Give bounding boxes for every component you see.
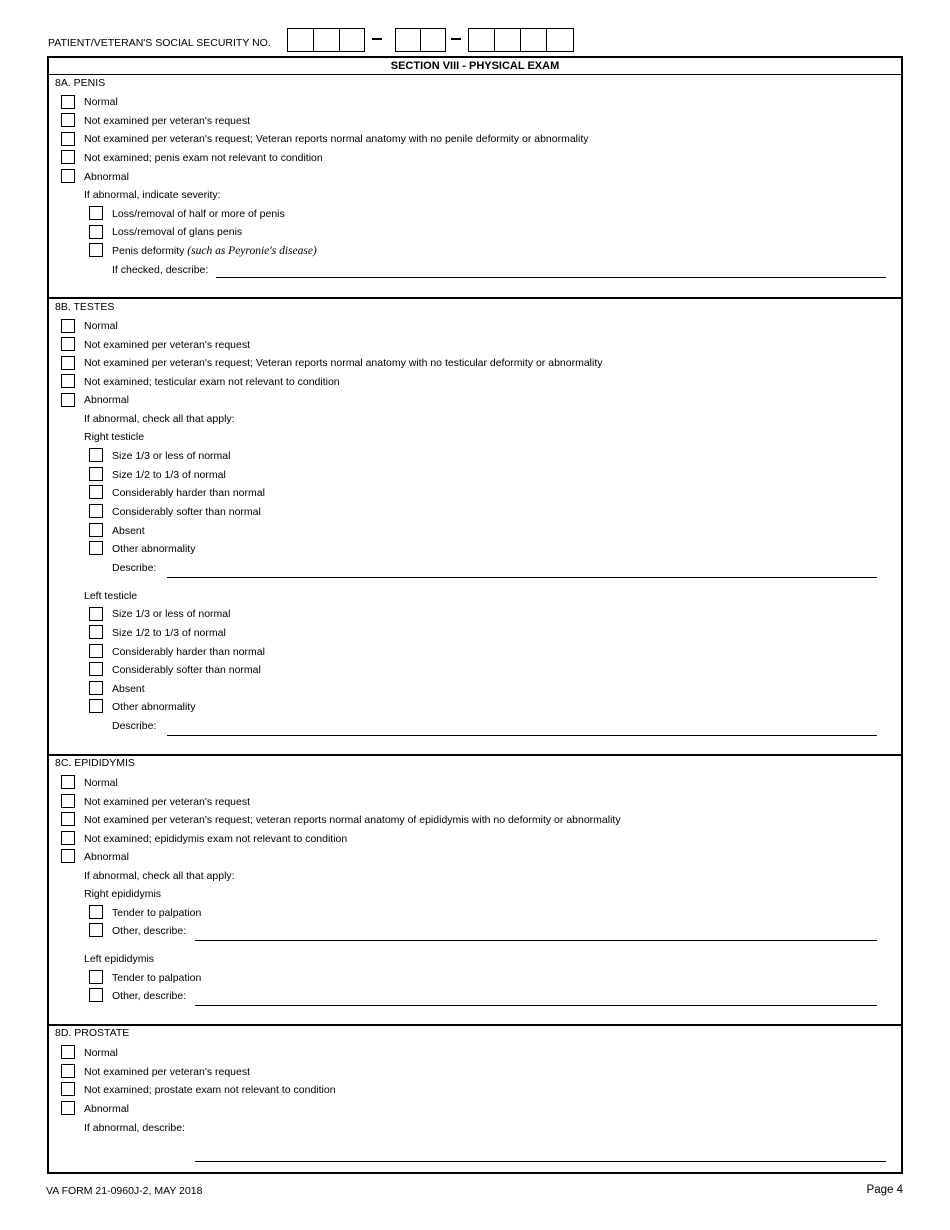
prostate-option-label: Normal xyxy=(84,1047,118,1059)
penis-loss-half-checkbox[interactable] xyxy=(89,206,103,220)
right-epididymis-tender-label: Tender to palpation xyxy=(112,907,202,919)
right-testicle-option-label: Size 1/3 or less of normal xyxy=(112,450,231,462)
penis-severity-label: Loss/removal of half or more of penis xyxy=(112,208,285,220)
penis-option-label: Normal xyxy=(84,96,118,108)
right-epididymis-label: Right epididymis xyxy=(84,888,162,900)
right-testicle-label: Right testicle xyxy=(84,431,145,443)
ssn-part-1-field[interactable] xyxy=(287,28,365,52)
right-testicle-other-checkbox[interactable] xyxy=(89,541,103,555)
right-testicle-option-label: Absent xyxy=(112,525,145,537)
ssn-label: PATIENT/VETERAN'S SOCIAL SECURITY NO. xyxy=(48,37,271,49)
prostate-option-label: Not examined per veteran's request xyxy=(84,1066,251,1078)
penis-loss-glans-checkbox[interactable] xyxy=(89,225,103,239)
prostate-describe-label: If abnormal, describe: xyxy=(84,1122,185,1134)
left-epididymis-tender-label: Tender to palpation xyxy=(112,972,202,984)
testes-normal-checkbox[interactable] xyxy=(61,319,75,333)
right-testicle-option-label: Size 1/2 to 1/3 of normal xyxy=(112,469,226,481)
testes-option-label: Not examined per veteran's request xyxy=(84,339,251,351)
penis-describe-field[interactable] xyxy=(216,277,886,278)
right-testicle-option-label: Other abnormality xyxy=(112,543,196,555)
epididymis-heading: 8C. EPIDIDYMIS xyxy=(55,757,135,769)
right-epididymis-describe-field[interactable] xyxy=(195,940,877,941)
left-testicle-option-label: Considerably harder than normal xyxy=(112,646,265,658)
epididymis-not-examined-normal-anatomy-checkbox[interactable] xyxy=(61,812,75,826)
prostate-not-relevant-checkbox[interactable] xyxy=(61,1082,75,1096)
testes-not-relevant-checkbox[interactable] xyxy=(61,374,75,388)
right-epididymis-tender-checkbox[interactable] xyxy=(89,905,103,919)
penis-deformity-text: Penis deformity xyxy=(112,245,185,257)
testes-option-label: Normal xyxy=(84,320,118,332)
left-testicle-label: Left testicle xyxy=(84,590,138,602)
penis-deformity-label xyxy=(112,244,317,258)
right-testicle-absent-checkbox[interactable] xyxy=(89,523,103,537)
right-testicle-size-third-checkbox[interactable] xyxy=(89,448,103,462)
right-epididymis-other-checkbox[interactable] xyxy=(89,923,103,937)
ssn-dash-2 xyxy=(451,38,461,40)
left-epididymis-other-checkbox[interactable] xyxy=(89,988,103,1002)
ssn-part-2-field[interactable] xyxy=(395,28,446,52)
right-testicle-describe-label: Describe: xyxy=(112,562,157,574)
epididymis-option-label: Not examined; epididymis exam not relevant to condition xyxy=(84,833,348,845)
prostate-heading: 8D. PROSTATE xyxy=(55,1027,130,1039)
testes-abnormal-checkbox[interactable] xyxy=(61,393,75,407)
left-testicle-option-label: Other abnormality xyxy=(112,701,196,713)
right-testicle-describe-field[interactable] xyxy=(167,577,877,578)
section-divider xyxy=(49,297,901,299)
testes-heading: 8B. TESTES xyxy=(55,301,115,313)
prostate-normal-checkbox[interactable] xyxy=(61,1045,75,1059)
epididymis-not-examined-request-checkbox[interactable] xyxy=(61,794,75,808)
epididymis-normal-checkbox[interactable] xyxy=(61,775,75,789)
testes-not-examined-normal-anatomy-checkbox[interactable] xyxy=(61,356,75,370)
penis-not-examined-normal-anatomy-checkbox[interactable] xyxy=(61,132,75,146)
physical-exam-section xyxy=(47,56,903,1174)
right-testicle-size-half-checkbox[interactable] xyxy=(89,467,103,481)
ssn-dash-1 xyxy=(372,38,382,40)
section-divider xyxy=(49,1024,901,1026)
testes-abnormal-prompt: If abnormal, check all that apply: xyxy=(84,413,235,425)
epididymis-not-relevant-checkbox[interactable] xyxy=(61,831,75,845)
ssn-part-3-field[interactable] xyxy=(468,28,574,52)
section-divider xyxy=(49,754,901,756)
section-title: SECTION VIII - PHYSICAL EXAM xyxy=(49,58,901,75)
testes-option-label: Not examined per veteran's request; Veteran reports normal anatomy with no testicular deformity or abnormality xyxy=(84,357,603,369)
prostate-option-label: Not examined; prostate exam not relevant to condition xyxy=(84,1084,336,1096)
epididymis-option-label: Not examined per veteran's request; veteran reports normal anatomy of epididymis with no deformity or abnormality xyxy=(84,814,621,826)
left-epididymis-tender-checkbox[interactable] xyxy=(89,970,103,984)
left-testicle-option-label: Considerably softer than normal xyxy=(112,664,261,676)
left-epididymis-label: Left epididymis xyxy=(84,953,155,965)
penis-deformity-checkbox[interactable] xyxy=(89,243,103,257)
left-testicle-other-checkbox[interactable] xyxy=(89,699,103,713)
penis-deformity-example: (such as Peyronie's disease) xyxy=(187,245,317,257)
left-testicle-softer-checkbox[interactable] xyxy=(89,662,103,676)
penis-not-examined-request-checkbox[interactable] xyxy=(61,113,75,127)
left-testicle-describe-label: Describe: xyxy=(112,720,157,732)
epididymis-option-label: Abnormal xyxy=(84,851,129,863)
right-testicle-option-label: Considerably harder than normal xyxy=(112,487,265,499)
testes-not-examined-request-checkbox[interactable] xyxy=(61,337,75,351)
epididymis-abnormal-checkbox[interactable] xyxy=(61,849,75,863)
penis-severity-label: Loss/removal of glans penis xyxy=(112,226,243,238)
prostate-not-examined-request-checkbox[interactable] xyxy=(61,1064,75,1078)
penis-option-label: Not examined per veteran's request; Veteran reports normal anatomy with no penile deformity or abnormality xyxy=(84,133,589,145)
penis-normal-checkbox[interactable] xyxy=(61,95,75,109)
right-epididymis-other-label: Other, describe: xyxy=(112,925,187,937)
left-epididymis-other-label: Other, describe: xyxy=(112,990,187,1002)
left-testicle-absent-checkbox[interactable] xyxy=(89,681,103,695)
page-number: Page 4 xyxy=(866,1184,903,1196)
left-testicle-option-label: Size 1/3 or less of normal xyxy=(112,608,231,620)
form-id: VA FORM 21-0960J-2, MAY 2018 xyxy=(46,1185,203,1197)
penis-option-label: Not examined; penis exam not relevant to condition xyxy=(84,152,323,164)
left-testicle-describe-field[interactable] xyxy=(167,735,877,736)
penis-option-label: Not examined per veteran's request xyxy=(84,115,251,127)
left-testicle-size-half-checkbox[interactable] xyxy=(89,625,103,639)
left-testicle-option-label: Size 1/2 to 1/3 of normal xyxy=(112,627,226,639)
left-epididymis-describe-field[interactable] xyxy=(195,1005,877,1006)
testes-option-label: Abnormal xyxy=(84,394,129,406)
epididymis-abnormal-prompt: If abnormal, check all that apply: xyxy=(84,870,235,882)
penis-abnormal-checkbox[interactable] xyxy=(61,169,75,183)
penis-describe-label: If checked, describe: xyxy=(112,264,209,276)
prostate-abnormal-checkbox[interactable] xyxy=(61,1101,75,1115)
right-testicle-harder-checkbox[interactable] xyxy=(89,485,103,499)
penis-not-relevant-checkbox[interactable] xyxy=(61,150,75,164)
right-testicle-softer-checkbox[interactable] xyxy=(89,504,103,518)
left-testicle-harder-checkbox[interactable] xyxy=(89,644,103,658)
right-testicle-option-label: Considerably softer than normal xyxy=(112,506,261,518)
penis-heading: 8A. PENIS xyxy=(55,77,106,89)
left-testicle-size-third-checkbox[interactable] xyxy=(89,607,103,621)
prostate-describe-field[interactable] xyxy=(195,1161,886,1162)
epididymis-option-label: Not examined per veteran's request xyxy=(84,796,251,808)
prostate-option-label: Abnormal xyxy=(84,1103,129,1115)
epididymis-option-label: Normal xyxy=(84,777,118,789)
penis-option-label: Abnormal xyxy=(84,171,129,183)
penis-severity-prompt: If abnormal, indicate severity: xyxy=(84,189,221,201)
left-testicle-option-label: Absent xyxy=(112,683,145,695)
testes-option-label: Not examined; testicular exam not relevant to condition xyxy=(84,376,340,388)
